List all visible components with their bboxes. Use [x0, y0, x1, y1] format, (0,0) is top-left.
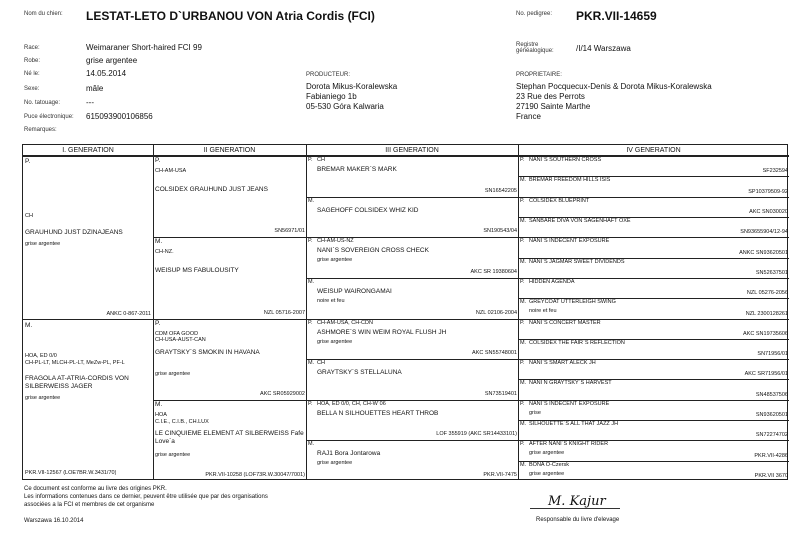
gen3-marker: M. [308, 441, 315, 448]
sire-name: GRAUHUND JUST DZINAJEANS [25, 229, 123, 236]
gen3-name: WEISUP WAIRONGAMAI [317, 287, 392, 295]
gen3-reg: SN16542205 [484, 187, 517, 194]
gen4-marker: M. [520, 421, 527, 428]
gen3-marker: P. [308, 400, 313, 407]
name-label: Nom du chien: [24, 11, 63, 17]
gen4-name: NANI N GRAYTSKY`S HARVEST [529, 380, 612, 387]
gen4-marker: M. [520, 258, 527, 265]
registre-label: Registre généalogique: [516, 42, 554, 54]
gen4-name: NANI`S INDECENT EXPOSURE [529, 400, 610, 407]
gen4-marker: P. [520, 238, 525, 245]
born-label: Né le: [24, 71, 40, 77]
race-value: Weimaraner Short-haired FCI 99 [86, 43, 202, 52]
gen2-reg: PKR.VII-10258 (LOF73R.W.30047/7001) [205, 472, 305, 478]
gen4-name: NANI`S JAGMAR SWEET DIVIDENDS [529, 258, 625, 265]
sex-value: mâle [86, 84, 104, 93]
gen2-marker: M. [155, 238, 163, 246]
place-date: Warszawa 16.10.2014 [24, 518, 84, 524]
gen3-name: NANI`S SOVEREIGN CROSS CHECK [317, 247, 429, 255]
gen4-marker: P. [520, 360, 525, 367]
gen4-marker: P. [520, 278, 525, 285]
gen4-color: grise [529, 409, 541, 416]
gen3-reg: AKC SN55748001 [472, 350, 517, 357]
gen4-reg: NZL 2300128261 [745, 310, 788, 317]
gen4-reg: SN93655904/12-94 [740, 229, 788, 236]
gen4-marker: P. [520, 197, 525, 204]
gen4-reg: SN52637501 [755, 269, 788, 276]
gen3-marker: P. [308, 157, 313, 163]
gen4-marker: M. [520, 339, 527, 346]
gen2-marker: P. [155, 319, 161, 327]
gen4-marker: P. [520, 441, 525, 448]
footer-line-1: Ce document est conforme au livre des origines PKR. [24, 486, 167, 492]
gen3-titles: CH [317, 157, 325, 163]
pedigree-number: PKR.VII-14659 [576, 9, 657, 23]
gen2-name: GRAYTSKY`S SMOKIN IN HAVANA [155, 348, 260, 356]
gen3-reg: AKC SR 19380604 [470, 268, 517, 275]
gen4-marker: M. [520, 380, 527, 387]
gen3-color: grise argentee [317, 257, 353, 264]
gen4-name: NANI`S INDECENT EXPOSURE [529, 238, 610, 245]
gen3-reg: LOF 355919 (AKC SR14433101) [436, 431, 517, 438]
gen3-marker: M. [308, 278, 315, 285]
dam-reg: PKR.VII-12567 (LOE7BR.W.3431/70) [25, 470, 117, 476]
dam-titles: HOA, ED 0/0 CH-PL-LT, MLCH-PL-LT, MeZw-PL, PF-L [25, 353, 125, 366]
gen2-reg: SN56971/01 [274, 228, 305, 235]
gen4-marker: P. [520, 319, 525, 326]
sire-reg: ANKC 0-867-2011 [106, 311, 151, 317]
gen4-reg: NZL 05276-2056 [746, 290, 788, 297]
producer-label: PRODUCTEUR: [306, 72, 351, 78]
gen3-name: SAGEHOFF COLSIDEX WHIZ KID [317, 206, 419, 214]
gen3-marker: P. [308, 319, 313, 326]
gen2-titles: CDM OFA GOOD CH-USA-AUST-CAN [155, 330, 206, 344]
gen2-marker: M. [155, 400, 163, 408]
dam-marker: M. [25, 322, 33, 329]
gen3-color: grise argentee [317, 460, 353, 467]
remarks-label: Remarques: [24, 127, 57, 133]
gen-1-header: I. GENERATION [23, 145, 153, 156]
gen4-reg: SN48537506 [755, 391, 788, 398]
gen-4-header: IV GENERATION [518, 145, 789, 156]
owner-label: PROPRIETAIRE: [516, 72, 562, 78]
producer-line-1: Dorota Mikus-Koralewska [306, 82, 398, 91]
gen2-titles: HOA C.I.E., C.I.B., CH.LUX [155, 411, 209, 425]
gen3-marker: M. [308, 360, 315, 367]
pedigree-label: No. pedigree: [516, 11, 553, 17]
gen2-marker: P. [155, 157, 161, 164]
gen3-titles: CH-AM-US-NZ [317, 238, 354, 245]
gen4-reg: SN71956/01 [757, 351, 788, 358]
gen4-color: grise argentee [529, 450, 565, 457]
signature: M. Kajur [548, 494, 606, 509]
gen4-reg: SN72274702 [755, 432, 788, 439]
gen2-name: LE CINQUIEME ELEMENT AT SILBERWEISS Fafe Love`a [155, 429, 304, 445]
gen-3-header: III GENERATION [306, 145, 518, 156]
dam-color: grise argentee [25, 395, 61, 401]
gen4-name: NANI`S SOUTHERN CROSS [529, 157, 602, 163]
gen3-name: BREMAR MAKER`S MARK [317, 166, 397, 173]
dam-name: FRAGOLA AT-ATRIA-CORDIS VON SILBERWEISS JAGER [25, 375, 129, 391]
gen4-name: BREMAR FREEDOM HILLS ISIS [529, 177, 611, 184]
producer-line-3: 05-530 Góra Kalwaria [306, 102, 384, 111]
gen2-name: WEISUP MS FABULOUSITY [155, 267, 239, 275]
sire-color: grise argentee [25, 241, 61, 247]
gen4-name: GREYCOAT UTTERLEIGH SWING [529, 299, 616, 306]
robe-value: grise argentee [86, 56, 138, 65]
sire-titles: CH [25, 213, 33, 219]
gen3-titles: HOA, ED 0/0, CH, CH-W`06 [317, 400, 386, 407]
gen4-reg: SN93620501 [755, 412, 788, 419]
tattoo-label: No. tatouage: [24, 100, 61, 106]
gen3-color: noire et feu [317, 297, 345, 304]
gen4-reg: ANKC SN93620501 [739, 249, 788, 256]
registre-value: /I/14 Warszawa [576, 44, 631, 53]
gen4-color: grise argentee [529, 470, 565, 477]
gen4-name: COLSIDEX BLUEPRINT [529, 197, 590, 204]
gen4-color: noire et feu [529, 308, 557, 315]
gen4-name: COLSIDEX THE FAIR`S REFLECTION [529, 339, 625, 346]
gen2-reg: AKC SR05929002 [260, 390, 305, 397]
signature-line [530, 508, 620, 509]
gen4-reg: SF232594 [762, 168, 788, 175]
gen2-color: grise argentee [155, 370, 191, 377]
gen4-marker: M. [520, 217, 527, 224]
chip-value: 615093900106856 [86, 112, 153, 121]
gen4-reg: PKR.VII-4286 [754, 452, 788, 459]
producer-line-2: Fabianiego 1b [306, 92, 357, 101]
gen2-titles: CH-AM-USA [155, 168, 187, 174]
gen4-marker: M. [520, 299, 527, 306]
gen3-reg: SN190543/04 [483, 228, 517, 235]
robe-label: Robe: [24, 58, 41, 64]
gen4-marker: P. [520, 157, 525, 163]
footer-line-2: Les informations contenues dans ce dernier, peuvent être utilisée que par des organisations [24, 494, 268, 500]
footer-line-3: associées a la FCI et membres de cet organisme [24, 502, 155, 508]
gen4-reg: AKC SR71956/01 [744, 371, 788, 378]
gen4-marker: M. [520, 177, 527, 184]
gen3-reg: NZL 02106-2004 [475, 309, 517, 316]
gen4-reg: AKC SN19735606 [743, 330, 788, 337]
gen2-titles: CH-NZ. [155, 249, 174, 256]
gen3-marker: P. [308, 238, 313, 245]
gen4-name: NANI`S CONCERT MASTER [529, 319, 601, 326]
dog-name: LESTAT-LETO D`URBANOU VON Atria Cordis (FCI) [86, 9, 375, 23]
gen4-name: AFTER NANI`S KNIGHT RIDER [529, 441, 609, 448]
gen4-name: BONA O-Czersk [529, 461, 570, 468]
gen3-marker: M. [308, 197, 315, 204]
born-value: 14.05.2014 [86, 69, 127, 78]
gen3-name: ASHMORE`S WIN WEIM ROYAL FLUSH JH [317, 328, 447, 336]
owner-line-2: 23 Rue des Perrots [516, 92, 585, 101]
gen4-name: SILHOUETTE`S ALL THAT JAZZ JH [529, 421, 619, 428]
gen2-color: grise argentee [155, 451, 191, 458]
pedigree-table [22, 144, 788, 480]
race-label: Race: [24, 45, 40, 51]
gen2-name: COLSIDEX GRAUHUND JUST JEANS [155, 186, 268, 193]
sire-marker: P. [25, 158, 31, 165]
gen2-reg: NZL 05716-2007 [263, 309, 305, 316]
gen3-color: grise argentee [317, 338, 353, 345]
gen4-name: HIDDEN AGENDA [529, 278, 575, 285]
tattoo-value: --- [86, 98, 94, 107]
gen3-name: BELLA N SILHOUETTES HEART THROB [317, 409, 439, 417]
gen3-name: RAJ1 Bora Jontarowa [317, 450, 381, 458]
gen4-reg: AKC SN030020 [749, 208, 788, 215]
gen3-name: GRAYTSKY`S STELLALUNA [317, 369, 402, 377]
gen-2-header: II GENERATION [153, 145, 306, 156]
sex-label: Sexe: [24, 86, 40, 92]
gen4-marker: P. [520, 400, 525, 407]
chip-label: Puce électronique: [24, 114, 74, 120]
responsible-label: Responsable du livre d'elevage [536, 517, 620, 523]
gen3-titles: CH [317, 360, 325, 367]
gen3-reg: SN73519401 [484, 390, 517, 397]
gen3-reg: PKR.VII-7475 [483, 472, 517, 478]
gen4-name: NANI`S SMART ALECK JH [529, 360, 596, 367]
gen4-name: SANBARE DIVA VON SAGENHAFT OXE [529, 217, 631, 224]
owner-line-1: Stephan Pocquecux-Denis & Dorota Mikus-Koralewska [516, 82, 712, 91]
gen4-reg: SP10379509-92 [748, 188, 788, 195]
gen4-reg: PKR.VII 3670 [754, 473, 788, 479]
gen3-titles: CH-AM-USA, CH-CDN [317, 319, 373, 326]
owner-line-4: France [516, 112, 541, 121]
owner-line-3: 27190 Sainte Marthe [516, 102, 591, 111]
gen4-marker: M. [520, 461, 527, 468]
